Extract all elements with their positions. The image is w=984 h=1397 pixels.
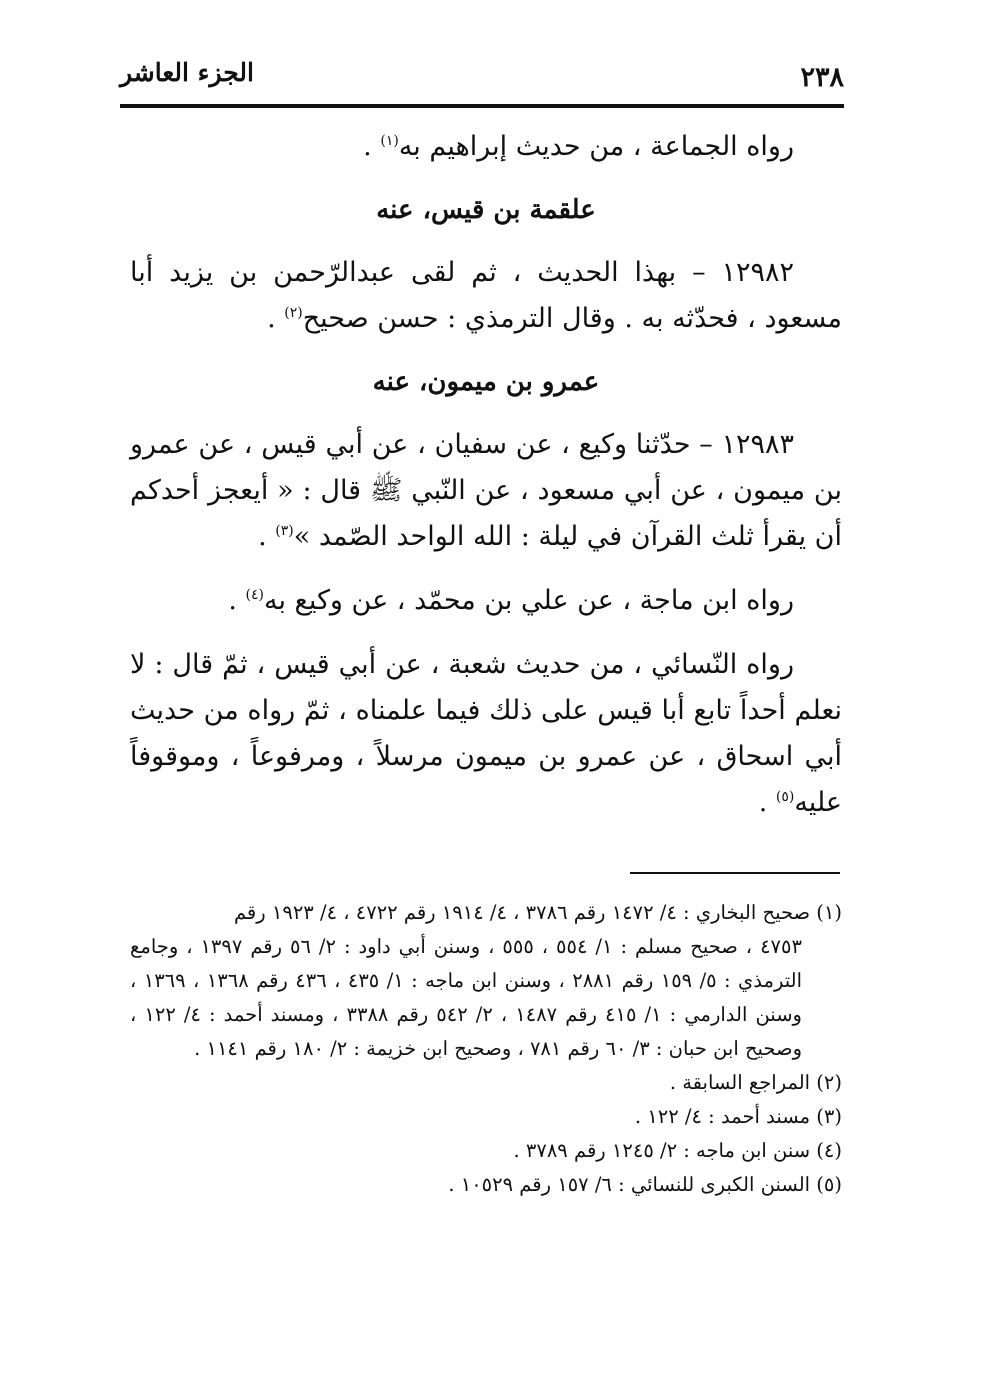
footnote-3-number: (٣) [816,1105,842,1128]
footnote-4-number: (٤) [816,1139,842,1162]
header-rule [120,104,844,108]
paragraph-3-text: ١٢٩٨٣ – حدّثنا وكيع ، عن سفيان ، عن أبي قيس ، عن عمرو بن ميمون ، عن أبي مسعود ، عن النّبي ﷺ قال : « أيعجز أحدكم أن يقرأ ثلث القرآن في ليلة : الله الواحد الصّمد » [130,429,842,552]
footnote-2 [130,1066,842,1100]
footnote-4 [130,1134,842,1168]
paragraph-5 [130,642,842,826]
footnote-2-text: المراجع السابقة . [669,1071,811,1094]
paragraph-2-tail: . [267,303,285,334]
footnote-1-text: صحيح البخاري : ٤/ ١٤٧٢ رقم ٣٧٨٦ ، ٤/ ١٩١٤ رقم ٤٧٢٢ ، ٤/ ١٩٢٣ رقم [233,901,811,924]
footnote-5 [130,1168,842,1202]
paragraph-3 [130,422,842,560]
footnote-5-text: السنن الكبرى للنسائي : ٦/ ١٥٧ رقم ١٠٥٢٩ . [448,1173,811,1196]
section-heading-amr: عمرو بن ميمون، عنه [372,367,600,397]
running-title: الجزء العاشر [120,58,254,87]
note-ref-3[interactable]: (٣) [275,523,294,539]
paragraph-4 [130,578,842,624]
footnote-3-text: مسند أحمد : ٤/ ١٢٢ . [634,1105,811,1128]
paragraph-4-text: رواه ابن ماجة ، عن علي بن محمّد ، عن وكيع به [263,585,794,616]
paragraph-1-tail: . [363,131,381,162]
footnote-1-number: (١) [816,901,842,924]
main-text [130,124,842,826]
footnote-1-continuation: ٤٧٥٣ ، صحيح مسلم : ١/ ٥٥٤ ، ٥٥٥ ، وسنن أبي داود : ٢/ ٥٦ رقم ١٣٩٧ ، وجامع الترمذي : ٥/ ١٥٩ رقم ٢٨٨١ ، وسنن ابن ماجه : ١/ ٤٣٥ ، ٤٣٦ رقم ١٣٦٨ ، ١٣٦٩ ، وسنن الدارمي : ١/ ٤١٥ رقم ١٤٨٧ ، ٢/ ٥٤٢ رقم ٣٣٨٨ ، ومسند أحمد : ٤/ ١٢٢ ، وصحيح ابن حبان : ٣/ ٦٠ رقم ٧٨١ ، وصحيح ابن خزيمة : ٢/ ١٨٠ رقم ١١٤١ . [130,935,802,1060]
page-header [120,58,844,98]
paragraph-3-tail: . [258,521,276,552]
paragraph-2 [130,250,842,342]
note-ref-5[interactable]: (٥) [775,789,795,805]
note-ref-1[interactable]: (١) [380,133,399,149]
footnote-3 [130,1100,842,1134]
footnote-4-text: سنن ابن ماجه : ٢/ ١٢٤٥ رقم ٣٧٨٩ . [513,1139,811,1162]
footnote-5-number: (٥) [816,1173,842,1196]
footnote-rule [630,872,840,874]
paragraph-1 [130,124,842,170]
paragraph-4-tail: . [228,585,246,616]
footnotes [130,896,842,1202]
footnote-2-number: (٢) [816,1071,842,1094]
note-ref-4[interactable]: (٤) [245,587,264,603]
section-heading-alqamah: علقمة بن قيس، عنه [376,195,596,225]
paragraph-5-tail: . [758,787,776,818]
paragraph-2-text: ١٢٩٨٢ – بهذا الحديث ، ثم لقى عبدالرّحمن بن يزيد أبا مسعود ، فحدّثه به . وقال الترمذي : حسن صحيح [130,257,842,334]
page-number: ٢٣٨ [800,62,844,93]
paragraph-5-text: رواه النّسائي ، من حديث شعبة ، عن أبي قيس ، ثمّ قال : لا نعلم أحداً تابع أبا قيس على ذلك فيما علمناه ، ثمّ رواه من حديث أبي اسحاق ، عن عمرو بن ميمون مرسلاً ، ومرفوعاً ، وموقوفاً عليه [130,649,842,818]
footnote-1 [130,896,842,1066]
paragraph-1-text: رواه الجماعة ، من حديث إبراهيم به [398,131,794,162]
note-ref-2[interactable]: (٢) [284,305,303,321]
